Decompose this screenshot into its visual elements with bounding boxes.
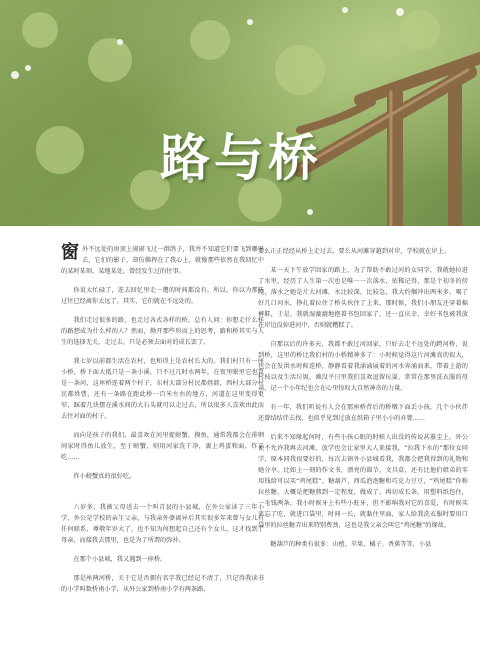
- article-title: 路与桥: [160, 128, 322, 187]
- paragraph: 而向是孩子的我们，最喜欢在河里捉螃蟹，摸鱼，通常我都会在徘徊间家时得鱼儿放生，至于螃蟹，则用河家洗干净，裹上鸡蛋和面，炸了吃……: [61, 432, 264, 461]
- paragraph: 那是座两河桥，关于它是否拥有名字我已经记不清了，只记得我读书的小学叫数桥南小学，从外公家到桥南小学有两条路，: [61, 575, 264, 593]
- paragraph-1: 窗外不远处的房顶上闹闹飞过一群鸽子，我并不知道它们要飞到哪里去，它们的影子，却仿佛挥在了我心上，就像那些依然在我回忆中的某时某刻、某地某处，曾经发生过的往事。: [61, 242, 264, 275]
- paragraph: 要么正正经经从桥上走过去，要么从河滩穿越到对岸，学校就在岸上。: [258, 248, 450, 255]
- paragraph: 糖葫芦的种类有很多：山楂、苹果、橘子、香蕉等等，小县: [270, 541, 432, 548]
- paragraph: 你说太忙碌了，连去回忆里走一遭的时间都没有。所以，你以为那些过往已经离你太远了。其实，它们就在不远处的。: [61, 287, 264, 305]
- paragraph: 我们走过很多的路，也走过各式各样的桥，总有人问：你想走什么样的路想成为什么样的人？然而，拗开那些形而上的思考，路和桥其实与人生的选择无关，走过去，只是必须去面对的成长罢了。: [61, 317, 264, 346]
- bridge-railing-illustration: [0, 0, 480, 226]
- paragraph: 炸小螃蟹真的很好吃。: [73, 473, 136, 480]
- paragraph: 六岁多，我被父母送去一个叫青县的小县城，在外公家读了三年小学，外公是学校的亲生父亲，与我亲外婆离异后其实很多年来曾与女儿有任何联系，尊敬年岁大了，也不知为何想起自己还有个女儿，这才找到了母亲，而接我去那里，也是为了所谓的弥补。: [61, 504, 264, 544]
- paragraph: 有一年，我们听说有人会在那座桥背后的桥墩下面丢小孩，几个小伙伴还曾结结伴去找，也似乎见到过放在纸箱子里小小的弃婴……: [258, 404, 468, 422]
- paragraph: 自那以后的许多天，我都不敢过河回家，只好去走不远处的跨河桥，说到桥，这里的桥比我们村的小桥精神多了：小时候觉得这片河滩真的很大，也会在发洪水时候连桥，静静看着我涌涌展着的河水奔涌而来，带着上游的村枝以及生活垃圾，滩没平日里我们喜欢逗留玩耍，常常在那里洗衣服的母亲，记一个小年纪也会在心里惊叹大自然神奇的力量。: [258, 341, 468, 392]
- paragraph: 我七岁以前都生活在农村，也和得上是农村长大的。我们村只有一座小桥，桥下面大抵只是一条小溪，只不过几时水两年，在夜里眠里它也算是一条河，这座桥连着两个村子，东村大部分村民都姓韩，西村大部分村民都姓曹，还有一条路在距此桥一百米左右的地方，河道在这里变得更窄，踩着几块摆在溪水间的大石头就可以走过去，所以很多人喜欢由此而去往对面的村子。: [61, 358, 264, 420]
- left-column: [61, 244, 264, 603]
- hero-photo: [0, 0, 480, 226]
- paragraph: 后来不知缘起何时，有些小孩心眼的时候人出没的传说甚嚣尘上，外公便不允许我再去河滩，放学也会让家里大人来接我，“拉我下水的”那位女同学，原本同我很要好的，每次去镇外小县城看我，我都会把我得到的礼物和她分享，比如上一刻的作文书，漂亮的圆节，文具盒，还有比他们姐弟的零用钱给可以买“鸡尾糕”，糖葫芦，西瓜泡泡糖和巧克力豆豆，“鸡尾糕”你称拉丝糖，大概是把糖熬到一定程度，做成了，再切成长条，用塑料纸包住，一毛钱两条，我小时候牙上有些小蛀牙，但不影响我对它的喜爱，有时候买来忘了吃，就进口袋里，时间一长，就黏住里面，家人给我洗衣服时要用口袋里的拉丝糖弄出来特别费劲，这也是我父亲会叫它“鸡尾糖”的缘故。: [258, 434, 468, 529]
- paragraph: 在那个小县城，我又遇到一座桥。: [73, 556, 167, 563]
- paragraph: 某一天下午放学回家的路上，为了帮助不敢过河的女同学，我就她拉进了水里，经历了人生第一次也是唯一一次落水，依稀记得，那是个初冬的傍晚，落水之她是片大河滩，水比较深，比较急，我大约搁冲出两米多，喝了好几口河水，挣扎着拉住了桥头伙住了上来，那时候，我们小朋友还穿着棉裤鞋，于是，我就湿漉漉地抱着书包回家了，还一直庆幸，幸好书包被我放在岸边没掉进河中，否则就糟糕了。: [258, 267, 468, 329]
- right-column: [258, 246, 468, 558]
- drop-cap: 窗: [61, 242, 79, 263]
